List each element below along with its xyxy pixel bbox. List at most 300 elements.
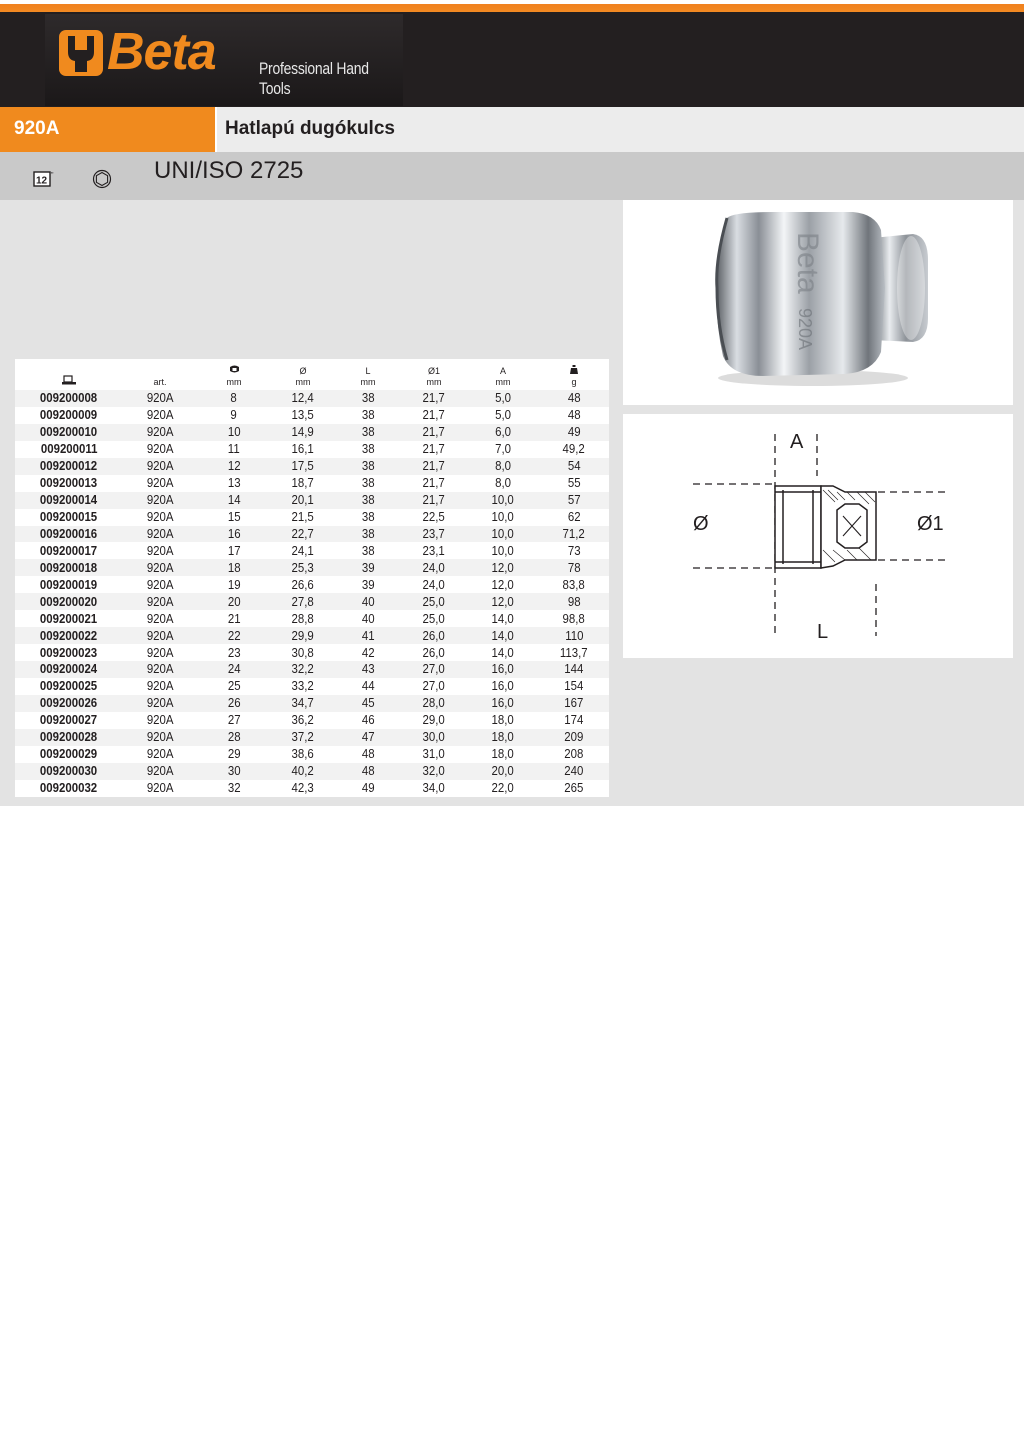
table-cell (197, 390, 271, 407)
table-cell (401, 492, 467, 509)
cell-text: 38 (361, 525, 375, 541)
cell-text: 920A (146, 780, 174, 796)
table-cell (271, 610, 335, 627)
standard-bar (0, 152, 1024, 200)
cell-text: 45 (361, 695, 375, 711)
cell-text: 009200027 (40, 712, 98, 728)
table-cell (197, 678, 271, 695)
cell-text: 22 (227, 627, 241, 643)
table-cell (539, 390, 609, 407)
table-cell (197, 712, 271, 729)
table-cell (335, 542, 401, 559)
table-cell (271, 678, 335, 695)
cell-text: 009200019 (40, 576, 98, 592)
cell-text: 24 (227, 661, 241, 677)
table-cell (335, 424, 401, 441)
table-cell (123, 526, 197, 543)
product-title-bar (0, 107, 1024, 152)
cell-text: 8,0 (495, 475, 511, 491)
dimension-label-diameter: Ø (693, 513, 709, 535)
cell-text: 21,7 (422, 424, 446, 440)
table-cell (123, 644, 197, 661)
table-row (15, 644, 609, 661)
cell-text: 26,0 (422, 644, 446, 660)
table-cell (123, 458, 197, 475)
cell-text: 26,6 (291, 576, 315, 592)
table-cell (271, 780, 335, 797)
table-cell (197, 542, 271, 559)
cell-text: 920A (146, 661, 174, 677)
cell-text: 154 (564, 678, 584, 694)
cell-text: 40 (361, 593, 375, 609)
col-symbol: Ø (299, 366, 307, 376)
table-row (15, 729, 609, 746)
table-cell (271, 526, 335, 543)
cell-text: 10,0 (491, 492, 515, 508)
standard-text: UNI/ISO 2725 (154, 157, 304, 184)
table-cell (123, 407, 197, 424)
cell-text: 920A (146, 746, 174, 762)
table-cell (197, 746, 271, 763)
table-row (15, 780, 609, 797)
table-cell (401, 526, 467, 543)
table-cell (123, 729, 197, 746)
item-code-cell (15, 695, 123, 712)
table-cell (401, 593, 467, 610)
table-cell (271, 644, 335, 661)
table-cell (539, 475, 609, 492)
table-cell (335, 458, 401, 475)
table-cell (467, 729, 539, 746)
table-cell (467, 763, 539, 780)
table-cell (539, 780, 609, 797)
table-cell (401, 627, 467, 644)
table-cell (539, 441, 609, 458)
table-row (15, 509, 609, 526)
cell-text: 009200017 (40, 542, 98, 558)
cell-text: 19 (227, 576, 241, 592)
cell-text: 20,0 (491, 763, 515, 779)
svg-text:Beta: Beta (791, 232, 824, 294)
table-cell (467, 746, 539, 763)
cell-text: 21,7 (422, 458, 446, 474)
item-code-cell (15, 407, 123, 424)
item-code-cell (15, 678, 123, 695)
cell-text: 009200022 (40, 627, 98, 643)
cell-text: 5,0 (495, 407, 511, 423)
col-symbol: A (499, 366, 506, 376)
cell-text: 78 (567, 559, 581, 575)
table-cell (467, 712, 539, 729)
table-cell (335, 644, 401, 661)
table-cell (539, 492, 609, 509)
table-cell (401, 661, 467, 678)
table-cell (467, 627, 539, 644)
cell-text: 920A (146, 712, 174, 728)
table-cell (123, 509, 197, 526)
table-cell (123, 390, 197, 407)
table-cell (271, 559, 335, 576)
table-cell (539, 712, 609, 729)
cell-text: 009200026 (40, 695, 98, 711)
item-code-cell (15, 644, 123, 661)
table-cell (539, 610, 609, 627)
table-cell (401, 559, 467, 576)
cell-text: 55 (567, 475, 581, 491)
cell-text: 920A (146, 678, 174, 694)
cell-text: 34,7 (291, 695, 315, 711)
table-cell (197, 593, 271, 610)
cell-text: 21,5 (291, 509, 315, 525)
cell-text: 12,0 (491, 593, 515, 609)
cell-text: 27,8 (291, 593, 315, 609)
table-cell (401, 610, 467, 627)
table-cell (197, 627, 271, 644)
table-row (15, 627, 609, 644)
col-symbol: Ø1 (427, 366, 440, 376)
table-cell (335, 780, 401, 797)
table-cell (123, 492, 197, 509)
cell-text: 71,2 (562, 525, 586, 541)
cell-text: 12,4 (291, 390, 315, 406)
table-cell (123, 424, 197, 441)
cell-text: 17,5 (291, 458, 315, 474)
table-cell (197, 610, 271, 627)
cell-text: 25 (227, 678, 241, 694)
table-cell (335, 627, 401, 644)
table-row (15, 678, 609, 695)
cell-text: 10,0 (491, 509, 515, 525)
table-cell (539, 407, 609, 424)
table-cell (335, 746, 401, 763)
table-cell (197, 695, 271, 712)
cell-text: 8 (230, 390, 238, 406)
cell-text: 16,1 (291, 441, 315, 457)
product-code-cell (0, 107, 217, 152)
table-row (15, 542, 609, 559)
table-cell (467, 390, 539, 407)
table-cell (539, 593, 609, 610)
cell-text: 10 (227, 424, 241, 440)
table-cell (401, 729, 467, 746)
socket-photo-image (623, 200, 1013, 405)
table-cell (401, 678, 467, 695)
table-cell (401, 695, 467, 712)
cell-text: 43 (361, 661, 375, 677)
col-header-a (467, 359, 539, 390)
table-cell (123, 780, 197, 797)
cell-text: 11 (228, 441, 240, 457)
cell-text: 26,0 (422, 627, 446, 643)
cell-text: 44 (361, 678, 375, 694)
table-cell (401, 458, 467, 475)
table-cell (467, 559, 539, 576)
cell-text: 009200014 (40, 492, 98, 508)
cell-text: 28,0 (422, 695, 446, 711)
table-cell (123, 475, 197, 492)
cell-text: 27,0 (422, 678, 446, 694)
cell-text: 16,0 (491, 661, 515, 677)
cell-text: 009200024 (40, 661, 98, 677)
table-row (15, 526, 609, 543)
table-cell (539, 576, 609, 593)
product-code: 920A (14, 118, 60, 139)
table-cell (467, 458, 539, 475)
cell-text: 14,0 (491, 627, 515, 643)
cell-text: 28,8 (291, 610, 315, 626)
table-row (15, 746, 609, 763)
table-cell (123, 542, 197, 559)
table-cell (539, 559, 609, 576)
cell-text: 21,7 (422, 492, 446, 508)
table-cell (197, 559, 271, 576)
table-cell (467, 526, 539, 543)
item-code-cell (15, 509, 123, 526)
cell-text: 009200011 (40, 441, 98, 457)
cell-text: 49,2 (562, 441, 586, 457)
table-cell (123, 559, 197, 576)
cell-text: 23,7 (422, 525, 446, 541)
cell-text: 009200030 (40, 763, 98, 779)
cell-text: 6,0 (495, 424, 511, 440)
table-cell (335, 526, 401, 543)
product-title: Hatlapú dugókulcs (225, 118, 395, 139)
cell-text: 9 (230, 407, 238, 423)
col-header-diameter1 (401, 359, 467, 390)
table-cell (401, 712, 467, 729)
table-row (15, 763, 609, 780)
cell-text: 920A (146, 542, 174, 558)
table-body (15, 390, 609, 797)
cell-text: 38 (361, 492, 375, 508)
cell-text: 36,2 (291, 712, 315, 728)
cell-text: 21,7 (422, 390, 446, 406)
cell-text: 208 (564, 746, 584, 762)
table-cell (123, 712, 197, 729)
cell-text: 27,0 (422, 661, 446, 677)
table-cell (335, 509, 401, 526)
cell-text: 73 (567, 542, 581, 558)
cell-text: 009200020 (40, 593, 98, 609)
cell-text: 28 (227, 729, 241, 745)
cell-text: 009200013 (40, 475, 98, 491)
table-cell (123, 627, 197, 644)
cell-text: 21,7 (422, 475, 446, 491)
cell-text: 47 (361, 729, 375, 745)
table-cell (123, 610, 197, 627)
cell-text: 16,0 (491, 678, 515, 694)
cell-text: 24,0 (422, 559, 446, 575)
table-cell (467, 661, 539, 678)
table-cell (271, 576, 335, 593)
table-cell (335, 610, 401, 627)
cell-text: 18 (227, 559, 241, 575)
table-cell (197, 407, 271, 424)
col-header-code (15, 359, 123, 390)
dimension-label-diameter1: Ø1 (917, 513, 944, 535)
cell-text: 13 (227, 475, 241, 491)
table-cell (335, 390, 401, 407)
item-code-cell (15, 593, 123, 610)
table-cell (271, 695, 335, 712)
item-code-cell (15, 424, 123, 441)
table-cell (271, 763, 335, 780)
table-row (15, 407, 609, 424)
cell-text: 38 (361, 441, 375, 457)
cell-text: 009200032 (40, 780, 98, 796)
cell-text: 38 (361, 390, 375, 406)
cell-text: 22,0 (491, 780, 515, 796)
table-cell (539, 746, 609, 763)
cell-text: 920A (146, 559, 174, 575)
cell-text: 29,9 (291, 627, 315, 643)
table-cell (335, 661, 401, 678)
cell-text: 32,2 (291, 661, 315, 677)
cell-text: 22,5 (422, 509, 446, 525)
cell-text: 12,0 (491, 576, 515, 592)
table-row (15, 441, 609, 458)
cell-text: 009200010 (40, 424, 98, 440)
table-cell (271, 593, 335, 610)
cell-text: 49 (361, 780, 375, 796)
cell-text: 33,2 (291, 678, 315, 694)
cell-text: 62 (567, 509, 581, 525)
item-code-cell (15, 780, 123, 797)
item-code-cell (15, 526, 123, 543)
table-cell (401, 542, 467, 559)
item-code-cell (15, 661, 123, 678)
table-cell (271, 542, 335, 559)
col-header-article (123, 359, 197, 390)
table-row (15, 492, 609, 509)
col-unit: art. (153, 377, 167, 387)
table-cell (271, 661, 335, 678)
cell-text: 25,0 (422, 610, 446, 626)
table-row (15, 593, 609, 610)
cell-text: 34,0 (422, 780, 446, 796)
item-code-cell (15, 763, 123, 780)
cell-text: 920A (146, 610, 174, 626)
table-cell (271, 746, 335, 763)
cell-text: 920A (146, 576, 174, 592)
cell-text: 31,0 (422, 746, 446, 762)
cell-text: 920A (146, 475, 174, 491)
svg-text:": " (51, 172, 54, 179)
cell-text: 20,1 (291, 492, 315, 508)
cell-text: 12 (227, 458, 241, 474)
table-row (15, 576, 609, 593)
table-cell (539, 526, 609, 543)
table-cell (467, 542, 539, 559)
table-cell (401, 746, 467, 763)
table-cell (539, 695, 609, 712)
cell-text: 18,0 (491, 712, 515, 728)
table-cell (467, 593, 539, 610)
table-row (15, 610, 609, 627)
cell-text: 009200015 (40, 509, 98, 525)
hex-profile-icon (92, 169, 112, 189)
table-cell (401, 475, 467, 492)
cell-text: 30,0 (422, 729, 446, 745)
table-cell (539, 763, 609, 780)
table-row (15, 661, 609, 678)
table-cell (335, 492, 401, 509)
cell-text: 240 (564, 763, 584, 779)
table-cell (197, 729, 271, 746)
cell-text: 920A (146, 763, 174, 779)
half-inch-drive-icon (33, 169, 57, 189)
cell-text: 98 (567, 593, 581, 609)
cell-text: 209 (564, 729, 584, 745)
col-symbol: L (365, 366, 371, 376)
item-code-cell (15, 492, 123, 509)
table-cell (271, 492, 335, 509)
col-unit: g (571, 377, 577, 387)
brand-name: Beta (107, 23, 216, 81)
table-cell (271, 475, 335, 492)
cell-text: 41 (361, 627, 375, 643)
table-cell (271, 729, 335, 746)
cell-text: 18,0 (491, 729, 515, 745)
table-cell (401, 644, 467, 661)
cell-text: 009200009 (40, 407, 98, 423)
table-cell (123, 746, 197, 763)
table-cell (467, 492, 539, 509)
product-photo (623, 200, 1013, 405)
table-cell (539, 424, 609, 441)
cell-text: 13,5 (291, 407, 315, 423)
table-cell (335, 441, 401, 458)
table-cell (467, 475, 539, 492)
table-cell (539, 509, 609, 526)
col-unit: mm (426, 377, 442, 387)
item-code-cell (15, 559, 123, 576)
cell-text: 38 (361, 475, 375, 491)
dimension-label-l: L (817, 621, 829, 643)
table-header-row (15, 359, 609, 390)
table-row (15, 475, 609, 492)
cell-text: 009200028 (40, 729, 98, 745)
cell-text: 25,0 (422, 593, 446, 609)
cell-text: 30,8 (291, 644, 315, 660)
cell-text: 16 (227, 525, 241, 541)
table-cell (539, 644, 609, 661)
table-cell (467, 509, 539, 526)
table-cell (401, 576, 467, 593)
table-cell (467, 441, 539, 458)
table-cell (335, 712, 401, 729)
package-code-icon (62, 375, 76, 385)
cell-text: 18,7 (291, 475, 315, 491)
cell-text: 920A (146, 695, 174, 711)
table-cell (539, 678, 609, 695)
item-code-cell (15, 729, 123, 746)
col-unit: mm (495, 377, 511, 387)
item-code-cell (15, 458, 123, 475)
table-cell (335, 407, 401, 424)
weight-icon (570, 365, 578, 374)
cell-text: 12,0 (491, 559, 515, 575)
table-cell (271, 407, 335, 424)
item-code-cell (15, 390, 123, 407)
svg-text:920A: 920A (795, 308, 815, 351)
cell-text: 30 (227, 763, 241, 779)
cell-text: 32 (227, 780, 241, 796)
cell-text: 920A (146, 390, 174, 406)
wrench-logo-icon (59, 30, 103, 76)
col-unit: mm (295, 377, 311, 387)
table-cell (197, 661, 271, 678)
